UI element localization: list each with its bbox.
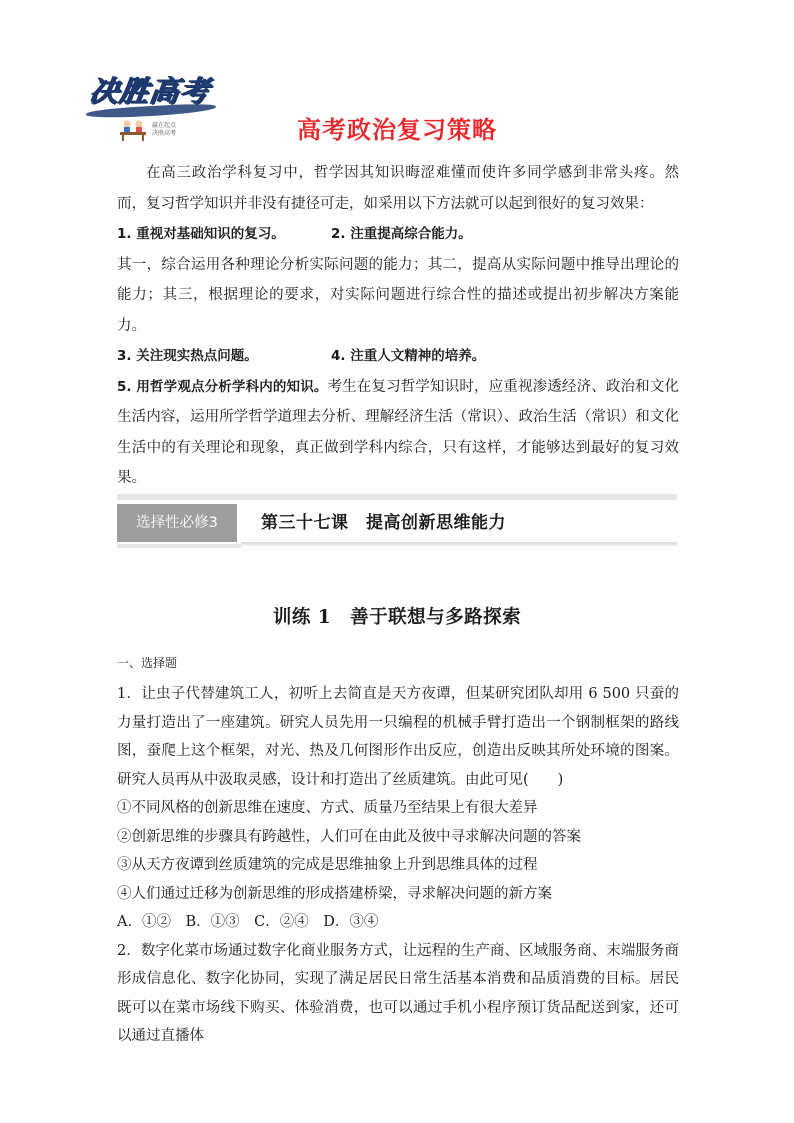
training-title: 训练 1 善于联想与多路探索 xyxy=(272,607,522,628)
logo-tagline-line2: 决胜高考 xyxy=(152,130,177,137)
strategy-row-1 xyxy=(117,219,679,250)
ability-paragraph: 其一，综合运用各种理论分析实际问题的能力；其二，提高从实际问题中推导出理论的能力；其三，根据理论的要求，对实际问题进行综合性的描述或提出初步解决方案能力。 xyxy=(117,256,679,334)
question-1-option-2: ②创新思维的步骤具有跨越性，人们可在由此及彼中寻求解决问题的答案 xyxy=(117,828,581,845)
lesson-banner xyxy=(117,494,677,550)
page-title: 高考政治复习策略 xyxy=(297,116,497,144)
logo-brand-text: 决胜高考 xyxy=(87,74,213,108)
banner-top-bar xyxy=(117,494,677,500)
question-1-answers: A．①② B．①③ C．②④ D．③④ xyxy=(117,914,379,930)
strategy-item-5: 5. 用哲学观点分析学科内的知识。 xyxy=(117,378,328,395)
module-label: 选择性必修3 xyxy=(117,504,237,542)
question-1-option-4: ④人们通过迁移为创新思维的形成搭建桥梁，寻求解决问题的新方案 xyxy=(117,885,552,902)
strategy-item-2: 2. 注重提高综合能力。 xyxy=(331,226,472,242)
question-1-stem: 1．让虫子代替建筑工人，初听上去简直是天方夜谭，但某研究团队却用 6 500 只蚕的力量打造出了一座建筑。研究人员先用一只编程的机械手臂打造出一个钢制框架的路线图，蚕爬上这个框架，对光、热及几何图形作出反应，创造出反映其所处环境的图案。研究人员再从中汲取灵感，设计和打造出了丝质建筑。由此可见( ) xyxy=(117,686,679,788)
intro-paragraph: 在高三政治学科复习中，哲学因其知识晦涩难懂而使许多同学感到非常头疼。然而，复习哲学知识并非没有捷径可走，如采用以下方法就可以起到很好的复习效果： xyxy=(117,165,679,212)
question-1-option-1: ①不同风格的创新思维在速度、方式、质量乃至结果上有很大差异 xyxy=(117,800,538,816)
question-1-option-3: ③从天方夜谭到丝质建筑的完成是思维抽象上升到思维具体的过程 xyxy=(117,857,538,873)
strategy-item-3: 3. 关注现实热点问题。 xyxy=(117,348,258,364)
strategy-item-5-paragraph xyxy=(117,372,679,494)
question-list xyxy=(117,680,679,1051)
strategy-item-1: 1. 重视对基础知识的复习。 xyxy=(117,226,285,242)
strategy-item-5-text: 考生在复习哲学知识时，应重视渗透经济、政治和文化生活内容，运用所学哲学道理去分析、理解经济生活（常识）、政治生活（常识）和文化生活中的有关理论和现象，真正做到学科内综合，只有这样，才能够达到最好的复习效果。 xyxy=(117,378,679,486)
banner-shadow xyxy=(241,542,677,546)
question-2-stem: 2．数字化菜市场通过数字化商业服务方式，让远程的生产商、区域服务商、末端服务商形成信息化、数字化协同，实现了满足居民日常生活基本消费和品质消费的目标。居民既可以在菜市场线下购买、体验消费，也可以通过手机小程序预订货品配送到家，还可以通过直播体 xyxy=(117,942,679,1044)
logo-tagline-line1: 赢在起点 xyxy=(152,122,177,129)
strategy-item-4: 4. 注重人文精神的培养。 xyxy=(331,348,486,364)
section-heading: 一、选择题 xyxy=(117,656,178,670)
intro-section xyxy=(117,158,679,494)
strategy-row-2 xyxy=(117,341,679,372)
lesson-title: 第三十七课 提高创新思维能力 xyxy=(241,504,677,542)
banner-bottom-bar xyxy=(117,544,241,548)
